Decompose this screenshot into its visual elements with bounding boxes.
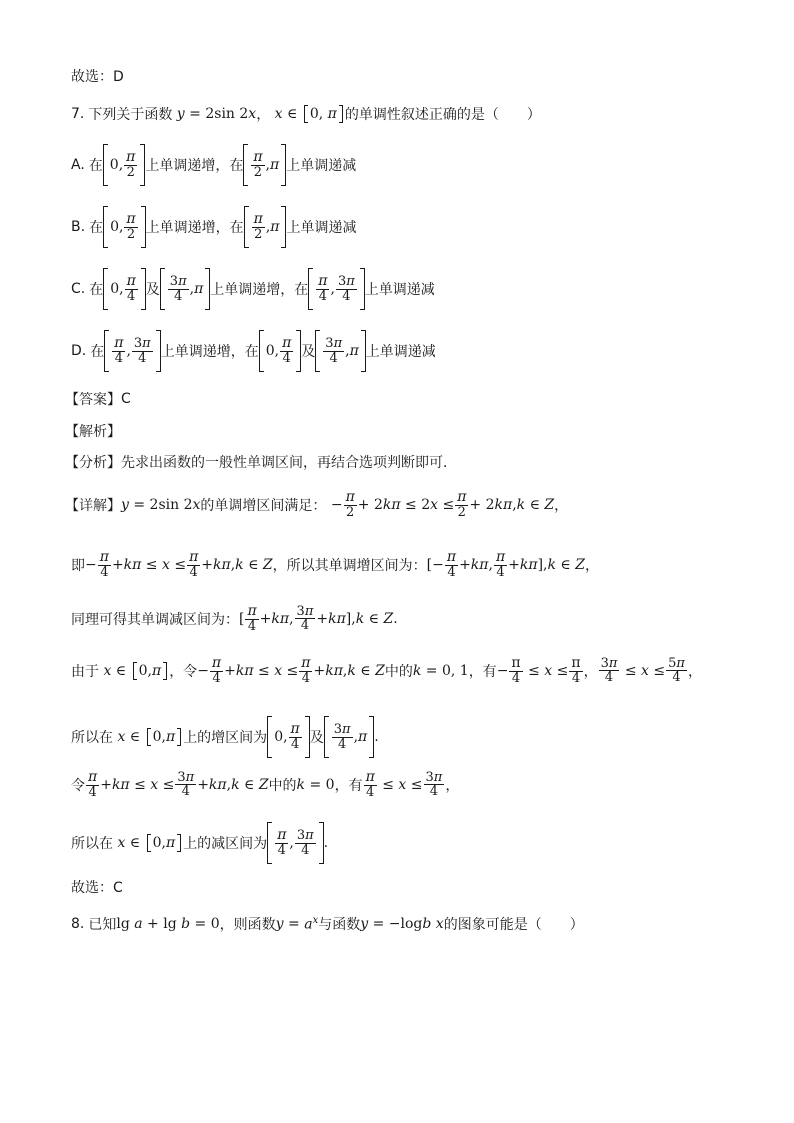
suoyi-increase-line: 所以在 x ∈ 0, π 上的增区间为 0, $\frac{\pi}{4}$ 及 $\frac{3\pi}{4}$ , π . xyxy=(71,716,379,758)
text: 由于 xyxy=(71,663,99,680)
interval: 0, $\frac{\pi}{4}$ xyxy=(103,268,146,310)
question-text-mid: ， xyxy=(256,107,271,123)
tongli-line: 同理可得其单调减区间为： [ $\frac{\pi}{4}$ + kπ , $\frac{3\pi}{4}$ + kπ ], k ∈ Z . xyxy=(71,603,398,634)
interval: $\frac{\pi}{4}$ , $\frac{3\pi}{4}$ xyxy=(104,330,160,372)
question-text: 与函数 xyxy=(318,917,361,933)
interval: $\frac{\pi}{2}$ , π xyxy=(244,206,287,248)
option-text: 上单调递增，在 xyxy=(210,282,309,298)
interval: 0, $\frac{\pi}{2}$ xyxy=(103,206,146,248)
conclusion-text: 故选：D xyxy=(71,69,124,85)
option-label: B. xyxy=(71,219,86,235)
interval: $\frac{\pi}{4}$ , $\frac{3\pi}{4}$ xyxy=(308,268,364,310)
answer-value: C xyxy=(121,391,131,407)
option-text: 在 xyxy=(90,344,105,360)
option-d xyxy=(71,330,436,372)
xiangjie-text: 的单调增区间满足： xyxy=(200,497,327,514)
interval: $\frac{3\pi}{4}$ , π xyxy=(315,330,365,372)
text: 同理可得其单调减区间为： xyxy=(71,611,239,628)
punctuation: . xyxy=(374,729,379,745)
option-text: 上单调递减 xyxy=(286,220,357,236)
fenxi-tag: 【分析】 xyxy=(65,455,121,471)
option-text: 上单调递增，在 xyxy=(145,220,244,236)
text: 令 xyxy=(71,777,85,794)
option-label: D. xyxy=(71,343,87,359)
conclusion-d xyxy=(71,66,124,86)
interval: 0, $\frac{\pi}{4}$ xyxy=(259,330,302,372)
option-text: 及 xyxy=(145,282,160,298)
option-text: 在 xyxy=(88,158,103,174)
punctuation: ， xyxy=(445,777,460,794)
option-text: 上单调递减 xyxy=(365,344,436,360)
punctuation: ， xyxy=(584,557,599,574)
formula: y xyxy=(172,106,185,122)
text: 中的 xyxy=(384,663,413,680)
analysis-tag: 【解析】 xyxy=(65,424,121,440)
conclusion-c xyxy=(71,877,123,897)
text: ，有 xyxy=(468,663,497,680)
option-label: C. xyxy=(71,281,86,297)
interval: 0, $\frac{\pi}{4}$ xyxy=(267,716,310,758)
question-text: 的图象可能是（ ） xyxy=(443,917,584,933)
punctuation: . xyxy=(323,835,329,851)
text: 上的增区间为 xyxy=(183,730,268,746)
option-text: 上单调递减 xyxy=(364,282,435,298)
youyu-line: 由于 x ∈ 0, π ，令 − $\frac{\pi}{4}$ + kπ ≤ x ≤ $\frac{\pi}{4}$ + kπ , k ∈ Z 中的 k = 0, 1 ，有 − $\frac{\pi}{4}$ ≤ x ≤ $\frac{\pi}{4}$ ， $\frac{3\pi}{4}$ ≤ x ≤ $\frac{5\pi}{4}$ ， xyxy=(71,655,702,686)
conclusion-text: 故选：C xyxy=(71,880,123,896)
xiangjie-line: 【详解】 y = 2sin 2 x 的单调增区间满足： − $\frac{\pi}{2}$ + 2 kπ ≤ 2 x ≤ $\frac{\pi}{2}$ + 2 kπ , k ∈ Z ， xyxy=(65,489,569,520)
suoyi-decrease-line: 所以在 x ∈ 0, π 上的减区间为 $\frac{\pi}{4}$ , $\frac{3\pi}{4}$ . xyxy=(71,822,328,864)
fenxi-text: 先求出函数的一般性单调区间，再结合选项判断即可. xyxy=(121,455,448,471)
question-number: 7. xyxy=(71,106,85,122)
text: 即 xyxy=(71,557,85,574)
ling-line: 令 $\frac{\pi}{4}$ + kπ ≤ x ≤ $\frac{3\pi}{4}$ + kπ , k ∈ Z 中的 k = 0 ，有 $\frac{\pi}{4}$ ≤ x ≤ $\frac{3\pi}{4}$ ， xyxy=(71,769,460,800)
punctuation: ， xyxy=(583,663,598,680)
text: 及 xyxy=(309,730,324,746)
question-text: ，则函数 xyxy=(219,917,276,933)
option-text: 上单调递增，在 xyxy=(145,158,244,174)
question-8: 8. 已知 lg a + lg b = 0 ，则函数 y = $a^x$ 与函数 y = −log b x 的图象可能是（ ） xyxy=(71,915,584,933)
text: 所以在 xyxy=(71,836,113,852)
text: ，令 xyxy=(169,663,198,680)
text: ，所以其单调增区间为： xyxy=(272,557,427,574)
analysis-heading xyxy=(65,421,121,441)
option-c xyxy=(71,268,435,310)
option-text: 上单调递增，在 xyxy=(160,344,259,360)
punctuation: ， xyxy=(554,497,569,514)
interval: $\frac{3\pi}{4}$ , π xyxy=(324,716,374,758)
option-a xyxy=(71,144,356,186)
question-text-pre: 下列关于函数 xyxy=(88,107,173,123)
question-number: 8. xyxy=(71,916,85,932)
answer-tag: 【答案】 xyxy=(65,392,121,408)
option-text: 及 xyxy=(301,344,316,360)
interval: $\frac{3\pi}{4}$ , π xyxy=(160,268,210,310)
option-text: 在 xyxy=(89,220,104,236)
option-label: A. xyxy=(71,157,85,173)
interval: $\frac{\pi}{2}$ , π xyxy=(243,144,286,186)
fenxi-line xyxy=(65,452,447,472)
option-b xyxy=(71,206,356,248)
text: 中的 xyxy=(268,777,297,794)
punctuation: . xyxy=(393,610,398,627)
text: 上的减区间为 xyxy=(183,836,268,852)
text: 所以在 xyxy=(71,730,113,746)
answer-line xyxy=(65,389,131,409)
interval: 0, $\frac{\pi}{2}$ xyxy=(103,144,146,186)
interval: $\frac{\pi}{4}$ , $\frac{3\pi}{4}$ xyxy=(267,822,323,864)
text: ，有 xyxy=(334,777,363,794)
question-7: 7. 下列关于函数 y = 2sin 2 x ， x ∈ 0, π 的单调性叙述正确的是（ ） xyxy=(71,106,541,123)
option-text: 在 xyxy=(89,282,104,298)
question-text-post: 的单调性叙述正确的是（ ） xyxy=(344,107,541,123)
option-text: 上单调递减 xyxy=(286,158,357,174)
ji-line: 即 − $\frac{\pi}{4}$ + kπ ≤ x ≤ $\frac{\pi}{4}$ + kπ , k ∈ Z ，所以其单调增区间为： [− $\frac{\pi}{4}$ + kπ , $\frac{\pi}{4}$ + kπ ], k ∈ Z ， xyxy=(71,549,599,580)
xiangjie-tag: 【详解】 xyxy=(65,497,121,514)
punctuation: ， xyxy=(687,663,702,680)
question-text: 已知 xyxy=(88,917,117,933)
